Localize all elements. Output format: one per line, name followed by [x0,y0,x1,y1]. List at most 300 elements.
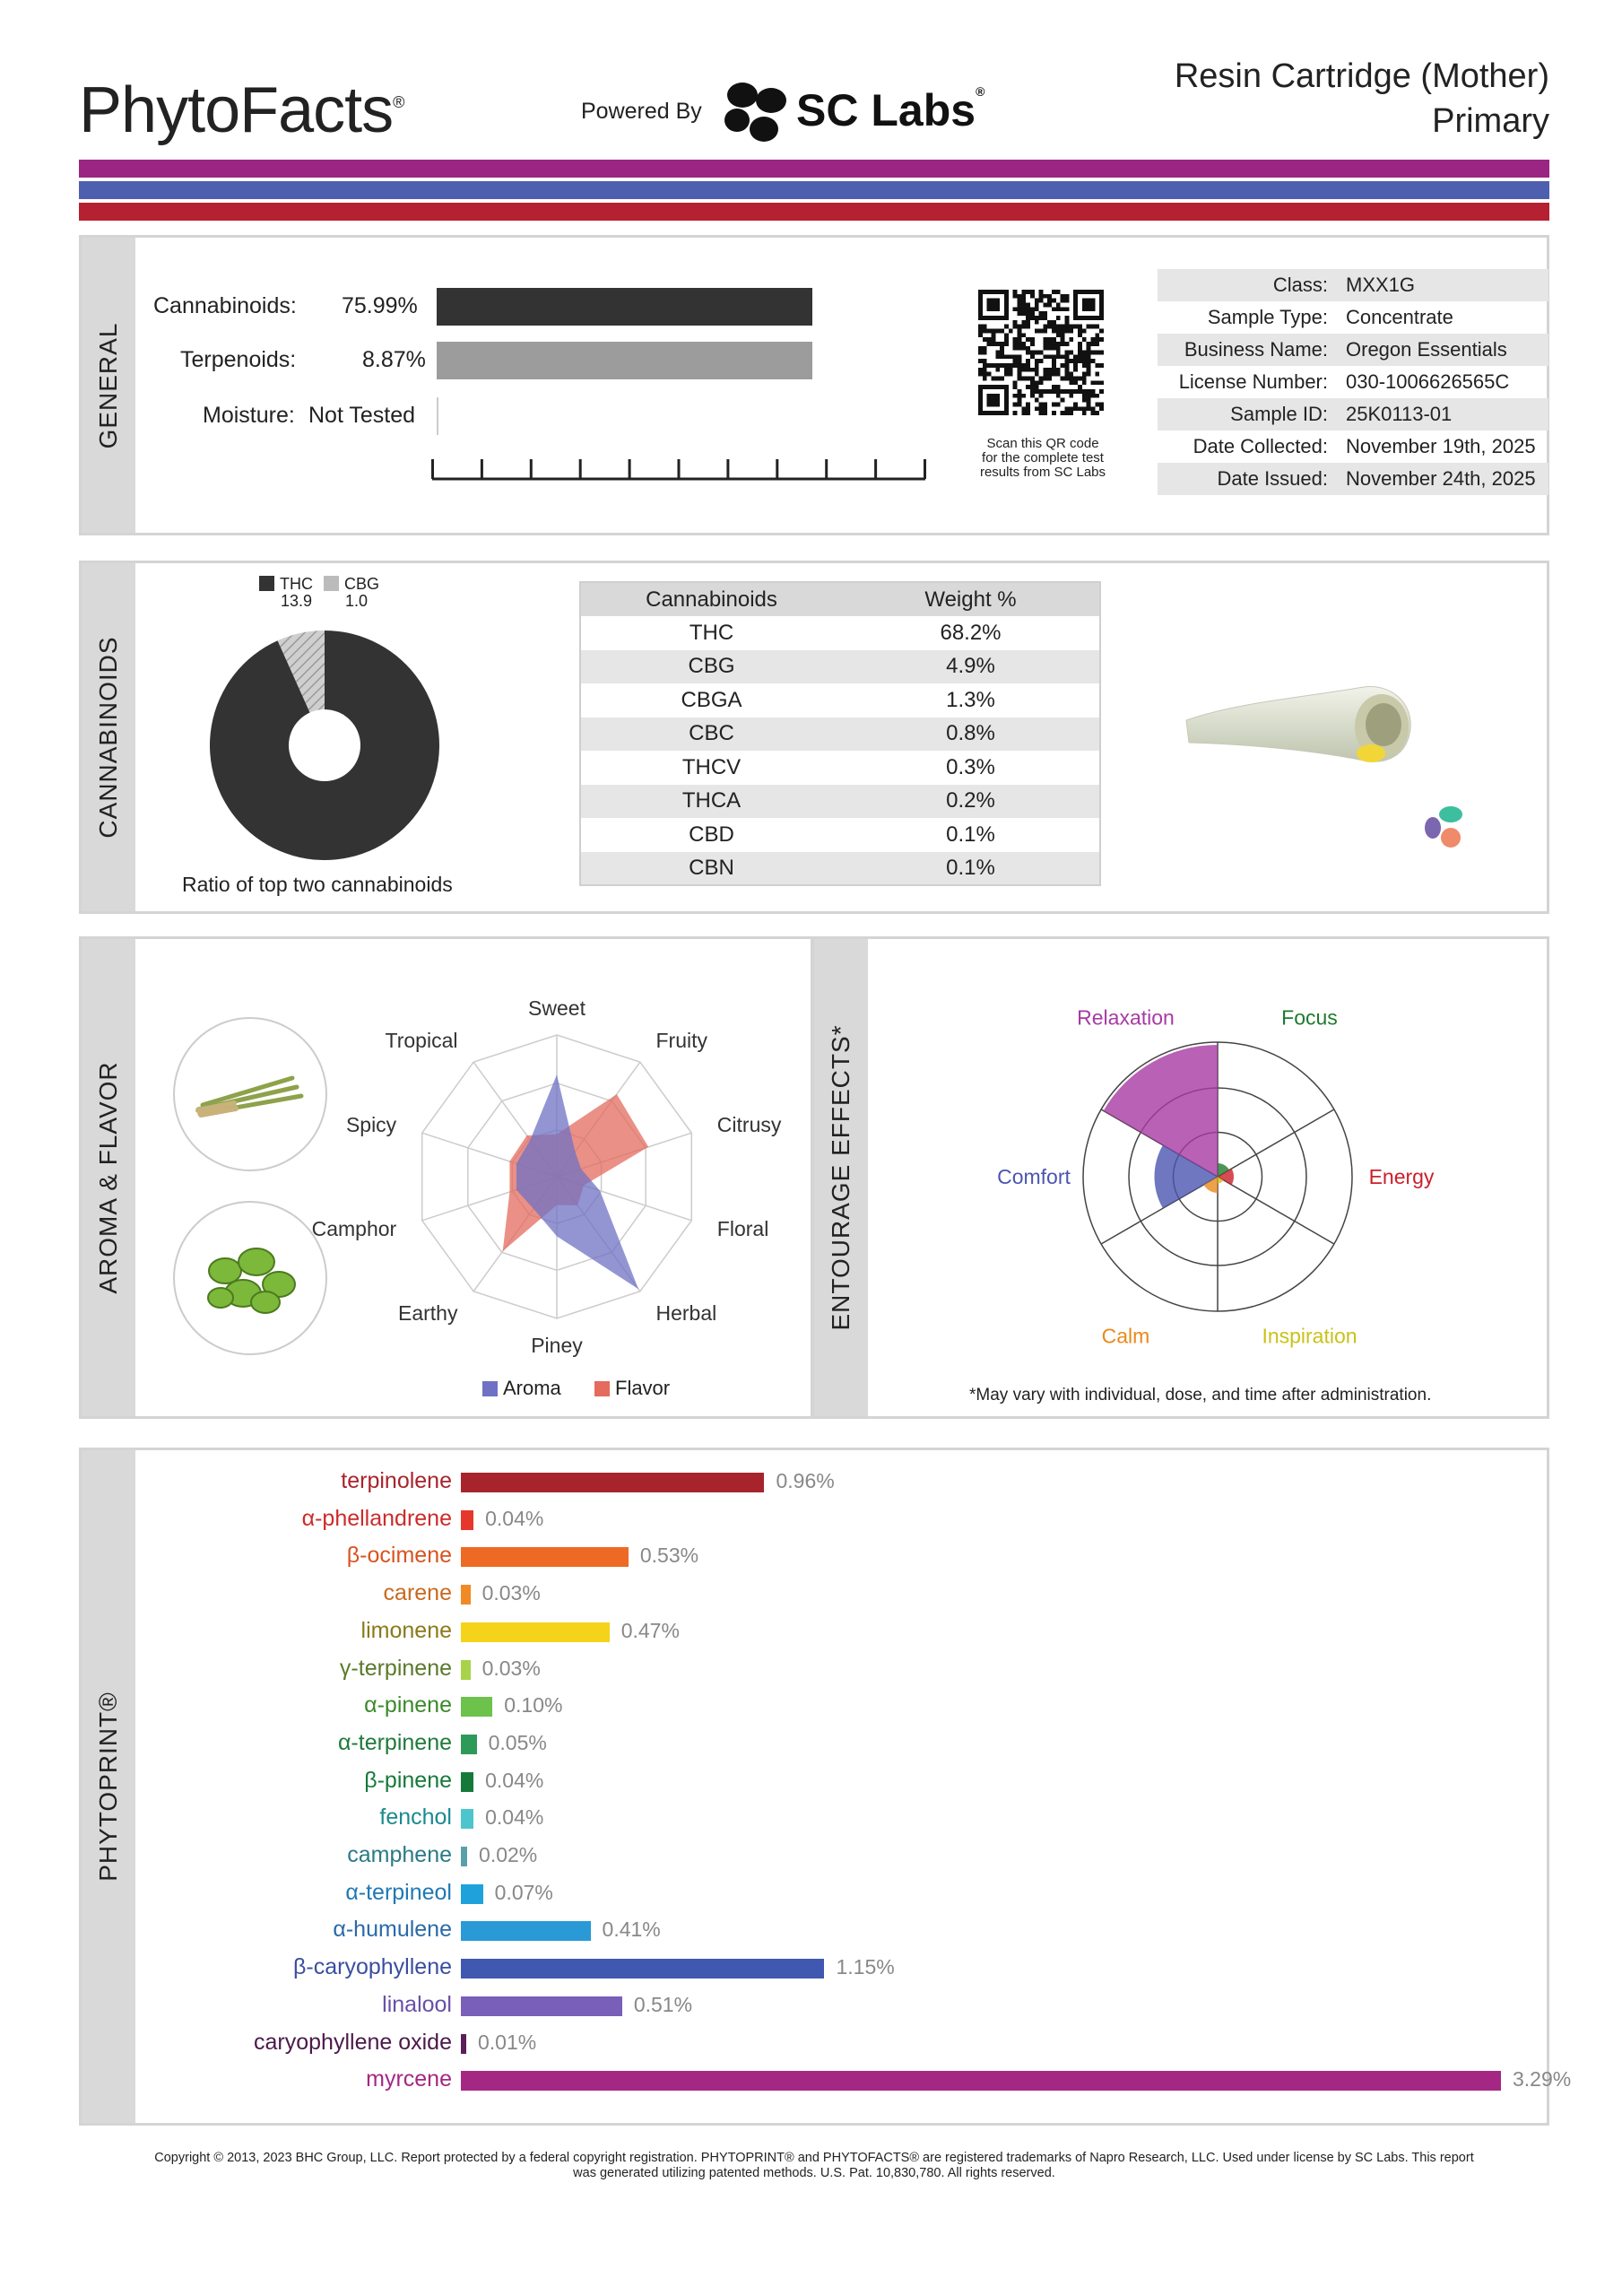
qr-module [1065,342,1070,346]
moisture-value: Not Tested [308,403,416,428]
hops-image [171,1199,329,1357]
qr-module [1052,337,1056,342]
terpene-bar [461,1510,473,1530]
qr-module [1043,406,1047,411]
qr-module [1061,377,1065,381]
legend-cbg-ratio: 1.0 [345,592,369,610]
brand-mark: ® [393,93,404,111]
qr-module [1013,320,1018,325]
terpene-bar [461,2071,1501,2091]
radar-axis-label: Piney [531,1334,583,1357]
legend-cbg-swatch [324,576,339,591]
qr-module [1082,411,1087,415]
qr-module [1039,406,1044,411]
cannabinoid-row [580,718,1100,752]
qr-module [1030,368,1035,372]
cannabinoid-name: CBN [580,852,842,886]
qr-module [1030,294,1035,299]
qr-module [1069,351,1073,355]
qr-module [1017,325,1021,329]
sample-info-value: November 19th, 2025 [1346,435,1536,457]
entourage-effects-panel [811,936,1549,1419]
qr-module [1047,354,1052,359]
qr-module [983,351,987,355]
legend-aroma-swatch [482,1381,498,1396]
sample-info-value: November 24th, 2025 [1337,463,1548,495]
qr-module [1091,337,1096,342]
legend-thc-name: THC [280,575,313,593]
qr-module [1013,294,1018,299]
phytoprint-panel [79,1448,1572,2126]
terpene-value: 0.96% [776,1469,835,1492]
qr-module [1013,307,1018,311]
cannabinoids-table-header [580,582,1100,616]
qr-module [1026,302,1030,307]
qr-module [1069,380,1073,385]
qr-module [1087,389,1091,394]
qr-module [1073,354,1078,359]
qr-module [978,368,983,372]
qr-module [1061,354,1065,359]
radar-axis-label: Spicy [345,1112,397,1136]
qr-module [983,377,987,381]
radar-axis-label: Sweet [528,996,585,1020]
qr-module [1026,351,1030,355]
terpene-bar [461,1660,471,1680]
qr-module [1087,351,1091,355]
legend-aroma-text: Aroma [503,1377,561,1399]
qr-module [1047,302,1052,307]
terpene-row [135,1987,1543,2024]
cannabinoids-panel-label [82,563,135,911]
qr-module [983,325,987,329]
terpene-bar [461,1585,471,1605]
qr-module [1026,346,1030,351]
qr-module [1030,307,1035,311]
qr-module [1091,394,1096,398]
qr-module [1052,328,1056,333]
qr-module [1035,316,1039,320]
qr-module [1065,354,1070,359]
qr-module [1061,294,1065,299]
qr-module [1091,389,1096,394]
qr-module [1052,307,1056,311]
qr-module [1073,377,1078,381]
qr-module [995,328,1000,333]
qr-module [1078,328,1082,333]
terpene-value: 0.02% [479,1843,538,1866]
cannabinoid-row [580,751,1100,785]
terpene-value: 3.29% [1513,2067,1572,2092]
phytofacts-logo [79,74,403,147]
cannabinoid-name: CBD [689,822,734,847]
qr-module [1021,294,1026,299]
qr-module [1030,290,1035,294]
qr-module [1052,372,1056,377]
qr-module [991,363,995,368]
terpene-row [135,1949,1543,1987]
qr-note-line3: results from SC Labs [979,465,1106,480]
qr-module [1061,398,1065,403]
qr-module [1039,380,1044,385]
qr-module [1035,380,1039,385]
terpene-bar [461,1809,473,1829]
lemongrass-image [171,1015,329,1173]
qr-module [1056,302,1061,307]
qr-module [1056,307,1061,311]
effect-label: Energy [1368,1165,1435,1188]
qr-module [1000,363,1004,368]
terpene-bar [461,1959,824,1979]
qr-module [1095,351,1099,355]
terpene-name: camphene [347,1842,452,1867]
qr-module [1095,325,1099,329]
qr-module [1030,337,1035,342]
qr-module [1087,363,1091,368]
qr-module [1065,368,1070,372]
qr-module [1030,351,1035,355]
qr-module [1087,346,1091,351]
qr-module [995,368,1000,372]
qr-note-line2: for the complete test [982,450,1104,465]
qr-module [1017,359,1021,363]
qr-module [1087,368,1091,372]
qr-module [1043,411,1047,415]
qr-module [1061,307,1065,311]
sc-labs-logo-icon [717,79,798,144]
cannabinoid-weight: 0.2% [842,785,1100,819]
qr-module [1056,342,1061,346]
qr-module [1069,372,1073,377]
donut-caption: Ratio of top two cannabinoids [182,873,453,896]
terpene-value: 0.47% [620,1618,680,1642]
qr-module [1017,302,1021,307]
terpene-bar [461,1547,629,1567]
qr-module [1021,290,1026,294]
qr-module [1056,354,1061,359]
moisture-label: Moisture: [203,403,295,428]
qr-code-icon[interactable] [978,290,1104,415]
qr-module [1078,385,1082,389]
product-title [1175,54,1549,144]
qr-module [1061,342,1065,346]
terpene-value: 0.41% [602,1918,661,1942]
qr-module [1035,307,1039,311]
qr-module [1065,359,1070,363]
cannabinoid-weight: 0.3% [946,754,995,779]
terpene-value: 0.05% [488,1730,547,1754]
qr-module [1013,337,1018,342]
radar-axis-label: Camphor [311,1217,397,1241]
header-stripe-red [79,203,1549,221]
qr-module [1091,325,1096,329]
qr-module [1013,354,1018,359]
qr-module [1052,346,1056,351]
cannabinoids-panel [79,561,1549,914]
qr-module [995,354,1000,359]
sample-info-key: Date Collected: [1193,435,1328,457]
qr-module [1039,389,1044,394]
qr-module [1030,380,1035,385]
qr-module [1013,380,1018,385]
cannabinoid-weight: 0.1% [842,852,1100,886]
lab-name-text: SC Labs [796,85,976,135]
qr-module [1065,363,1070,368]
qr-finder-module [987,299,1000,311]
terpene-name: α-pinene [364,1692,452,1718]
qr-module [1026,377,1030,381]
qr-module [1091,380,1096,385]
qr-module [978,372,983,377]
qr-module [1099,351,1104,355]
qr-module [1009,368,1013,372]
footer-line2: was generated utilizing patented methods. U.S. Pat. 10,830,780. All rights reserved. [573,2166,1055,2180]
aroma-panel-label [82,939,135,1416]
terpene-row [135,1687,1543,1725]
qr-module [1013,403,1018,407]
cannabinoid-weight: 0.8% [842,718,1100,752]
sample-info-row [1158,430,1548,463]
terpene-bar [461,1622,610,1642]
qr-module [1091,406,1096,411]
qr-module [1026,411,1030,415]
qr-module [1013,359,1018,363]
qr-module [1052,403,1056,407]
effect-label: Focus [1281,1005,1338,1030]
cannabinoid-weight: 1.3% [946,687,995,712]
aroma-label-text: AROMA & FLAVOR [94,1061,122,1294]
sample-info-row [1158,463,1548,495]
qr-module [1099,389,1104,394]
qr-module [1082,398,1087,403]
terpene-name: linalool [382,1991,452,2017]
terpene-name: β-ocimene [346,1543,452,1569]
terpene-row [135,1613,1543,1650]
qr-module [1091,342,1096,346]
qr-module [1017,299,1021,303]
legend-cbg [324,576,379,610]
qr-module [1069,328,1073,333]
qr-module [1043,368,1047,372]
qr-module [1073,380,1078,385]
qr-module [1091,351,1096,355]
qr-module [1047,294,1052,299]
qr-module [1073,403,1078,407]
terpene-value: 0.51% [633,1992,693,2016]
qr-module [1039,351,1044,355]
qr-module [1052,368,1056,372]
terpene-bar [461,1735,477,1754]
qr-module [1021,299,1026,303]
qr-module [1026,311,1030,316]
sample-info-row [1158,398,1548,430]
qr-module [995,363,1000,368]
qr-module [1047,372,1052,377]
qr-module [1026,307,1030,311]
terpene-row [135,1874,1543,1912]
qr-module [1021,377,1026,381]
qr-module [1021,311,1026,316]
sample-info-key: Class: [1158,269,1337,301]
qr-module [1078,342,1082,346]
qr-module [1017,342,1021,346]
qr-module [1065,351,1070,355]
qr-module [1056,325,1061,329]
qr-finder-module [987,394,1000,406]
qr-module [1061,328,1065,333]
qr-module [1078,346,1082,351]
qr-module [1039,359,1044,363]
cannabinoid-name: CBG [580,650,842,684]
cannabinoid-row [580,650,1100,684]
polar-axis-line [1218,1177,1334,1244]
terpene-bar [461,2034,466,2054]
product-name: Resin Cartridge (Mother) [1174,57,1549,95]
terpene-name: α-terpineol [345,1879,452,1905]
qr-module [1026,385,1030,389]
radar-axis-label: Citrusy [716,1112,782,1136]
qr-module [1030,342,1035,346]
qr-module [1013,342,1018,346]
qr-module [978,333,983,337]
qr-module [1026,368,1030,372]
qr-module [983,363,987,368]
terpenoids-value: 8.87% [362,347,426,372]
copyright-footer [79,2151,1549,2181]
qr-module [1056,372,1061,377]
legend-aroma [482,1377,561,1400]
product-subtitle: Primary [1432,102,1549,140]
qr-module [1069,406,1073,411]
qr-module [1091,359,1096,363]
qr-module [1078,389,1082,394]
radar-axis-label: Fruity [655,1028,708,1052]
qr-module [1000,328,1004,333]
qr-module [1073,389,1078,394]
qr-module [1069,337,1073,342]
sample-info-key: Business Name: [1158,334,1337,366]
qr-module [1021,411,1026,415]
qr-module [1056,389,1061,394]
sample-info-value: MXX1G [1337,269,1548,301]
cannabinoid-name: CBGA [681,687,742,712]
qr-module [995,342,1000,346]
qr-module [1039,316,1044,320]
qr-module [1017,307,1021,311]
qr-module [1069,394,1073,398]
qr-module [1061,337,1065,342]
qr-module [1095,363,1099,368]
qr-module [1095,380,1099,385]
qr-module [1017,389,1021,394]
qr-module [1017,333,1021,337]
qr-note [960,437,1125,480]
effects-label-text: ENTOURAGE EFFECTS* [827,1024,854,1331]
qr-module [1035,406,1039,411]
qr-module [1021,346,1026,351]
qr-module [1047,325,1052,329]
terpene-value: 0.10% [504,1693,563,1718]
qr-module [1021,333,1026,337]
cannabinoid-row [580,683,1100,718]
qr-module [1013,363,1018,368]
qr-module [1039,299,1044,303]
qr-module [1061,325,1065,329]
terpene-bar [461,1921,591,1941]
qr-module [1073,325,1078,329]
qr-module [1078,377,1082,381]
qr-module [1021,363,1026,368]
terpene-value: 0.03% [481,1581,541,1605]
qr-module [1030,377,1035,381]
qr-module [1017,398,1021,403]
qr-module [1082,328,1087,333]
qr-module [987,342,992,346]
terpene-name: α-phellandrene [301,1505,452,1531]
terpene-row [135,1725,1543,1762]
sample-info-row [1158,269,1548,301]
qr-module [1095,337,1099,342]
effect-label: Comfort [997,1165,1071,1188]
qr-module [1030,311,1035,316]
qr-module [983,368,987,372]
qr-module [1069,325,1073,329]
qr-module [1099,328,1104,333]
terpene-value: 0.04% [485,1768,544,1792]
general-label-text: GENERAL [94,322,122,448]
qr-module [1056,351,1061,355]
qr-module [1095,394,1099,398]
qr-module [1021,394,1026,398]
qr-module [1065,389,1070,394]
qr-module [1026,325,1030,329]
qr-module [1035,299,1039,303]
qr-module [1026,316,1030,320]
qr-module [1047,320,1052,325]
cannabinoids-bar [437,288,812,326]
qr-module [1043,346,1047,351]
terpene-row [135,1537,1543,1575]
header-stripe-purple [79,160,1549,178]
terpene-row [135,2061,1572,2099]
qr-module [1087,325,1091,329]
qr-module [1009,328,1013,333]
qr-module [1035,368,1039,372]
qr-module [1021,342,1026,346]
qr-module [1069,411,1073,415]
qr-module [1043,328,1047,333]
qr-module [1030,385,1035,389]
cannabinoid-name: CBC [580,718,842,752]
qr-module [1004,325,1009,329]
qr-module [1073,363,1078,368]
terpene-value: 0.03% [481,1656,541,1680]
qr-module [1078,333,1082,337]
legend-flavor [594,1377,670,1400]
qr-module [1021,406,1026,411]
qr-module [1061,333,1065,337]
qr-module [1087,403,1091,407]
qr-module [1004,368,1009,372]
qr-module [1065,411,1070,415]
qr-module [1039,394,1044,398]
qr-module [1069,359,1073,363]
qr-module [1065,320,1070,325]
radar-axis-label: Earthy [398,1301,458,1326]
qr-module [1065,377,1070,381]
qr-module [1047,377,1052,381]
terpene-value: 0.04% [485,1805,544,1830]
